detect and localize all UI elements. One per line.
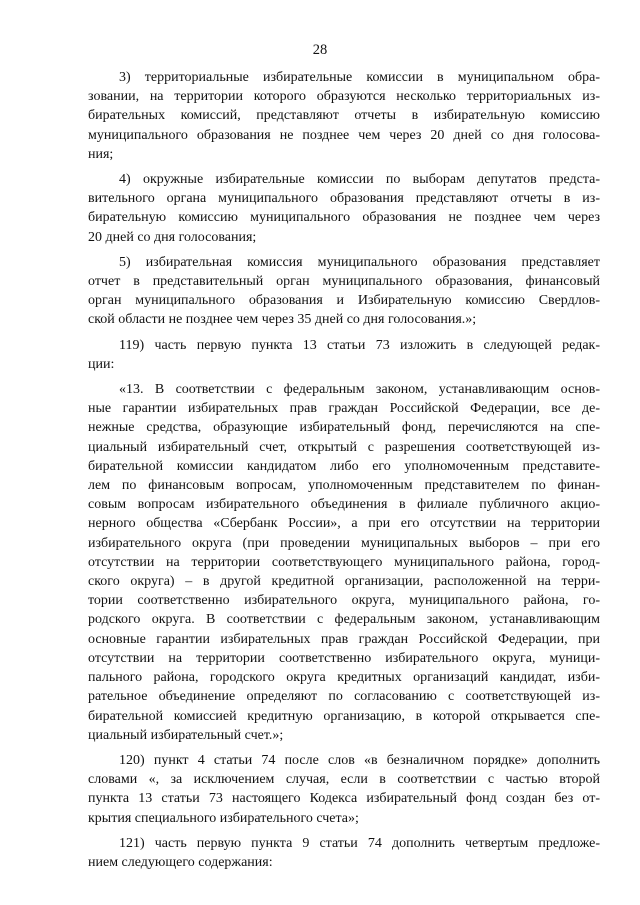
text-line: муниципального образования не позднее чем через 20 дней со дня голосова- [88,127,600,143]
paragraph [88,253,600,330]
text-line: бирательной комиссии кандидатом либо его уполномоченным представите- [88,458,600,474]
text-line: нием следующего содержания: [88,854,273,870]
text-line: рательное объединение определяют по согласованию с соответствующей из- [88,689,600,705]
paragraph [88,170,600,247]
text-line: основные гарантии избирательных прав граждан Российской Федерации, при [88,631,600,647]
text-line: тории соответственно избирательного округа, муниципального района, го- [88,593,600,609]
text-line: крытия специального избирательного счета»; [88,810,359,826]
text-line: ные гарантии избирательных прав граждан Российской Федерации, все де- [88,401,600,417]
paragraph [88,68,600,164]
paragraph [88,380,600,745]
text-line: отсутствии на территории соответственно избирательного округа, муници- [88,650,600,666]
text-line: циальный избирательный счет, открытый с разрешения соответствующей из- [88,439,600,455]
text-line: зовании, на территории которого образуются несколько территориальных из- [88,89,600,105]
text-line: 119) часть первую пункта 13 статьи 73 изложить в следующей редак- [119,337,600,353]
text-line: родского округа. В соответствии с федеральным законом, устанавливающим [88,612,600,628]
paragraph [88,751,600,828]
text-line: «13. В соответствии с федеральным законом, устанавливающим основ- [119,382,600,398]
text-line: вительного органа муниципального образования представляют отчеты в из- [88,191,600,207]
page-number: 28 [312,42,328,58]
text-line: словами «, за исключением случая, если в соответствии с частью второй [88,772,600,788]
text-line: ния; [88,146,114,162]
text-line: 121) часть первую пункта 9 статьи 74 дополнить четвертым предложе- [119,835,600,851]
text-line: ского округа) – в другой кредитной организации, расположенной на терри- [88,574,600,590]
text-line: бирательных комиссий, представляют отчеты в избирательную комиссию [88,108,600,124]
text-line: пального района, городского округа кредитных организаций кандидат, изби- [88,670,600,686]
text-line: избирательного округа (при проведении муниципальных выборов – при его [88,535,600,551]
text-line: 20 дней со дня голосования; [88,229,257,245]
text-line: 4) окружные избирательные комиссии по выборам депутатов предста- [119,172,600,188]
paragraph [88,336,600,374]
text-line: 5) избирательная комиссия муниципального образования представляет [119,254,600,270]
paragraph [88,834,600,872]
text-line: пункта 13 статьи 73 настоящего Кодекса избирательный фонд создан без от- [88,791,600,807]
text-line: бирательную комиссию муниципального образования не позднее чем через [88,210,600,226]
text-line: орган муниципального образования и Избирательную комиссию Свердлов- [88,293,600,309]
text-line: нерного общества «Сбербанк России», а при его отсутствии на территории [88,516,600,532]
text-line: отчет в представительный орган муниципального образования, финансовый [88,274,600,290]
text-line: нежные средства, образующие избирательный фонд, перечисляются на спе- [88,420,600,436]
text-line: циальный избирательный счет.»; [88,727,284,743]
text-line: 3) территориальные избирательные комиссии в муниципальном обра- [119,70,600,85]
document-body [88,68,600,878]
text-line: совым вопросам избирательного объединения в филиале публичного акцио- [88,497,600,513]
text-line: бирательной комиссией кредитную организацию, в которой открывается спе- [88,708,600,724]
text-line: отсутствии на территории соответствующего муниципального района, город- [88,554,600,570]
text-line: лем по финансовым вопросам, уполномоченным представителем по финан- [88,478,600,494]
text-line: ции: [88,356,115,372]
text-line: ской области не позднее чем через 35 дней со дня голосования.»; [88,312,477,328]
text-line: 120) пункт 4 статьи 74 после слов «в безналичном порядке» дополнить [119,752,600,768]
